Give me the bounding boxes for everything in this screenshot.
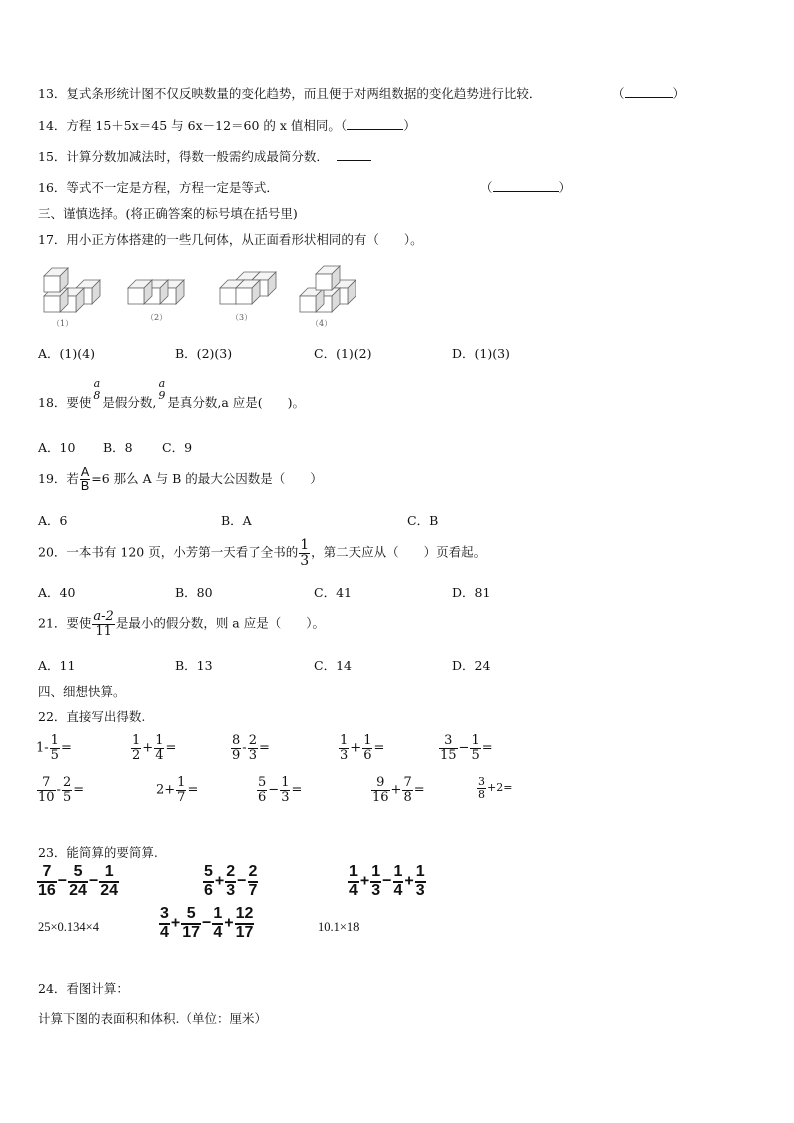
q23-e1-fraction-1: $\frac{7}{16}$ bbox=[38, 863, 56, 899]
q22-r1-1-equals: = bbox=[60, 740, 72, 756]
q23-e3-fraction-3: $\frac{1}{4}$ bbox=[393, 863, 403, 899]
q21-fraction: $\frac{a-2}{11}$ bbox=[93, 609, 114, 639]
q23-e1-operator-2: − bbox=[88, 872, 99, 890]
q16-answer-blank[interactable] bbox=[493, 179, 559, 192]
q22-r2-3-fraction-2: $\frac{1}{3}$ bbox=[281, 775, 290, 805]
q23-e1-operator-1: − bbox=[57, 872, 68, 890]
section4-heading: 四、细想快算。 bbox=[38, 684, 126, 699]
q22-r1-1-fraction-1: $\frac{1}{5}$ bbox=[50, 733, 59, 763]
q23-e5-operator-3: + bbox=[224, 914, 234, 932]
q19-option-c[interactable]: C．B bbox=[407, 513, 439, 528]
q23-e5-operator-1: + bbox=[170, 914, 181, 932]
q18-line: 18．要使 a 8 是假分数, a 9 是真分数,a 应是( )。 bbox=[38, 377, 306, 411]
q23-e2-fraction-1: $\frac{5}{6}$ bbox=[204, 863, 213, 899]
q22-r1-3-fraction-1: $\frac{8}{9}$ bbox=[232, 733, 241, 763]
q23-expression-5[interactable] bbox=[158, 906, 255, 942]
q23-e5-fraction-4: $\frac{12}{17}$ bbox=[235, 905, 254, 941]
q13-answer-blank[interactable] bbox=[625, 85, 673, 98]
q22-r1-2-fraction-2: $\frac{1}{4}$ bbox=[155, 733, 164, 763]
q23-e3-fraction-4: $\frac{1}{3}$ bbox=[415, 863, 425, 899]
q22-r2-2-fraction-1: $\frac{1}{7}$ bbox=[177, 775, 186, 805]
q23-e2-operator-2: − bbox=[237, 872, 247, 890]
cube-figure-2 bbox=[128, 280, 184, 304]
q22-r2-4-operator-1: + bbox=[390, 782, 402, 798]
q23-expression-6[interactable]: 10.1×18 bbox=[318, 920, 360, 934]
q14-line: 14．方程 15＋5x＝45 与 6x－12＝60 的 x 值相同。（ ） bbox=[38, 118, 416, 133]
q19-option-a[interactable]: A．6 bbox=[38, 513, 68, 528]
q22-r2-2-lead: 2+ bbox=[156, 782, 176, 798]
q14-text: 14．方程 15＋5x＝45 与 6x－12＝60 的 x 值相同。（ bbox=[38, 118, 348, 133]
q24-subtext: 计算下图的表面积和体积.（单位：厘米） bbox=[38, 1011, 267, 1026]
q23-e5-fraction-2: $\frac{5}{17}$ bbox=[182, 905, 201, 941]
q22-r1-4-fraction-2: $\frac{1}{6}$ bbox=[363, 733, 372, 763]
q22-r1-3-fraction-2: $\frac{2}{3}$ bbox=[248, 733, 257, 763]
q22-r2-4-fraction-2: $\frac{7}{8}$ bbox=[403, 775, 412, 805]
q16-text: 16．等式不一定是方程，方程一定是等式． bbox=[38, 180, 279, 195]
q22-r2-2-equals: = bbox=[187, 782, 199, 798]
q23-e3-operator-1: + bbox=[359, 872, 370, 890]
q13-text: 13．复式条形统计图不仅反映数量的变化趋势，而且便于对两组数据的变化趋势进行比较． bbox=[38, 86, 542, 101]
q23-expression-1[interactable] bbox=[36, 864, 120, 900]
cube-figure-1 bbox=[44, 268, 100, 312]
q23-expression-3[interactable] bbox=[347, 864, 427, 900]
q24-text: 24．看图计算： bbox=[38, 981, 129, 996]
q13-line bbox=[38, 84, 541, 102]
q21-option-c[interactable]: C．14 bbox=[314, 658, 352, 673]
q22-r1-2-fraction-1: $\frac{1}{2}$ bbox=[132, 733, 141, 763]
q22-expression-r1-1[interactable] bbox=[36, 734, 72, 762]
q22-r1-5-fraction-2: $\frac{1}{5}$ bbox=[471, 733, 480, 763]
q17-fig-label-1: （1） bbox=[52, 319, 74, 328]
q22-r2-1-fraction-1: $\frac{7}{10}$ bbox=[38, 775, 55, 805]
q17-option-b[interactable]: B．(2)(3) bbox=[175, 346, 233, 361]
q17-cube-figures bbox=[36, 258, 356, 332]
q22-r2-3-equals: = bbox=[291, 782, 303, 798]
q20-option-a[interactable]: A．40 bbox=[38, 585, 76, 600]
q19-fraction: $\frac{A}{B}$ bbox=[80, 465, 90, 494]
q14-answer-blank[interactable] bbox=[347, 117, 403, 130]
q21-option-a[interactable]: A．11 bbox=[38, 658, 76, 673]
cube-figure-4 bbox=[300, 266, 356, 312]
q18-option-b[interactable]: B．8 bbox=[103, 440, 133, 455]
q22-expression-r2-4[interactable] bbox=[370, 776, 425, 804]
q23-e2-operator-1: + bbox=[214, 872, 225, 890]
q22-r1-4-equals: = bbox=[373, 740, 385, 756]
q23-e3-fraction-2: $\frac{1}{3}$ bbox=[371, 863, 381, 899]
q20-option-d[interactable]: D．81 bbox=[452, 585, 491, 600]
q22-expression-r1-2[interactable] bbox=[130, 734, 176, 762]
q22-r2-4-fraction-1: $\frac{9}{16}$ bbox=[372, 775, 389, 805]
q22-expression-r2-5[interactable] bbox=[476, 776, 512, 800]
q17-option-a[interactable]: A．(1)(4) bbox=[38, 346, 95, 361]
q22-r1-1-lead: 1- bbox=[36, 740, 49, 756]
q19-line: 19．若 $\frac{A}{B}$ =6 那么 A 与 B 的最大公因数是（ ） bbox=[38, 465, 323, 494]
q22-expression-r2-1[interactable] bbox=[36, 776, 84, 804]
q18-fraction-2: a 9 bbox=[158, 377, 166, 402]
q17-fig-label-2: （2） bbox=[146, 313, 168, 322]
q22-expression-r1-4[interactable] bbox=[338, 734, 384, 762]
q22-r2-4-equals: = bbox=[413, 782, 425, 798]
q23-expression-2[interactable] bbox=[202, 864, 259, 900]
q22-r2-1-equals: = bbox=[73, 782, 85, 798]
q22-expression-r2-2[interactable] bbox=[156, 776, 198, 804]
q16-line bbox=[38, 178, 279, 196]
q19-option-b[interactable]: B．A bbox=[221, 513, 252, 528]
cube-figure-3 bbox=[220, 272, 276, 304]
q22-r2-1-operator-1: - bbox=[56, 782, 61, 798]
q15-line bbox=[38, 147, 371, 165]
q22-r1-3-operator-1: - bbox=[242, 740, 247, 756]
q23-e3-fraction-1: $\frac{1}{4}$ bbox=[349, 863, 358, 899]
q23-e5-fraction-1: $\frac{3}{4}$ bbox=[160, 905, 169, 941]
q22-r1-4-operator-1: + bbox=[350, 740, 362, 756]
q22-r1-2-equals: = bbox=[165, 740, 177, 756]
q22-r1-3-equals: = bbox=[258, 740, 270, 756]
q22-text: 22．直接写出得数. bbox=[38, 709, 146, 724]
q23-e3-operator-3: + bbox=[404, 872, 414, 890]
q22-expression-r2-3[interactable] bbox=[256, 776, 302, 804]
q23-e1-fraction-2: $\frac{5}{24}$ bbox=[69, 863, 87, 899]
q23-e5-operator-2: − bbox=[202, 914, 212, 932]
q22-r1-5-operator-1: − bbox=[458, 740, 470, 756]
q22-r2-3-fraction-1: $\frac{5}{6}$ bbox=[258, 775, 267, 805]
q16-answer-paren[interactable]: （ ） bbox=[480, 180, 572, 195]
q21-option-d[interactable]: D．24 bbox=[452, 658, 491, 673]
q17-option-c[interactable]: C．(1)(2) bbox=[314, 346, 372, 361]
q22-r2-3-operator-1: − bbox=[268, 782, 280, 798]
q23-e5-fraction-3: $\frac{1}{4}$ bbox=[213, 905, 223, 941]
q20-line: 20．一本书有 120 页，小芳第一天看了全书的 $\frac{1}{3}$ ，第二天应从（ ）页看起。 bbox=[38, 537, 487, 569]
q23-e3-operator-2: − bbox=[382, 872, 392, 890]
q22-expression-r1-3[interactable] bbox=[230, 734, 270, 762]
q22-r1-5-equals: = bbox=[481, 740, 493, 756]
q17-fig-label-4: （4） bbox=[311, 319, 333, 328]
q17-text: 17．用小正方体搭建的一些几何体，从正面看形状相同的有（ ）。 bbox=[38, 232, 423, 247]
q20-option-c[interactable]: C．41 bbox=[314, 585, 352, 600]
q17-fig-label-3: （3） bbox=[231, 313, 253, 322]
q22-expression-r1-5[interactable] bbox=[438, 734, 493, 762]
q17-option-d[interactable]: D．(1)(3) bbox=[452, 346, 510, 361]
q21-option-b[interactable]: B．13 bbox=[175, 658, 213, 673]
q13-answer-paren[interactable]: （ ） bbox=[612, 86, 686, 101]
q20-fraction: $\frac{1}{3}$ bbox=[300, 537, 310, 569]
q23-e2-fraction-2: $\frac{2}{3}$ bbox=[226, 863, 236, 899]
q22-r2-1-fraction-2: $\frac{2}{5}$ bbox=[62, 775, 72, 805]
q15-answer-blank[interactable] bbox=[337, 148, 371, 161]
q23-e2-fraction-3: $\frac{2}{7}$ bbox=[248, 863, 258, 899]
q22-r1-2-operator-1: + bbox=[142, 740, 154, 756]
q22-r2-5-equals: +2= bbox=[487, 781, 513, 795]
q18-option-a[interactable]: A．10 bbox=[38, 440, 76, 455]
q18-option-c[interactable]: C．9 bbox=[162, 440, 193, 455]
q23-expression-4[interactable]: 25×0.134×4 bbox=[38, 920, 99, 934]
q23-text: 23．能简算的要简算. bbox=[38, 845, 158, 860]
q20-option-b[interactable]: B．80 bbox=[175, 585, 213, 600]
q22-r1-4-fraction-1: $\frac{1}{3}$ bbox=[340, 733, 349, 763]
q23-e1-fraction-3: $\frac{1}{24}$ bbox=[100, 863, 119, 899]
q22-r2-5-fraction-1: $\frac{3}{8}$ bbox=[478, 775, 485, 801]
section3-heading: 三、谨慎选择。(将正确答案的标号填在括号里) bbox=[38, 206, 298, 221]
q15-text: 15．计算分数加减法时，得数一般需约成最简分数． bbox=[38, 149, 329, 164]
q21-line: 21．要使 $\frac{a-2}{11}$ 是最小的假分数，则 a 应是（ ）。 bbox=[38, 609, 325, 639]
q18-fraction-1: a 8 bbox=[93, 377, 101, 402]
q22-r1-5-fraction-1: $\frac{3}{15}$ bbox=[440, 733, 457, 763]
